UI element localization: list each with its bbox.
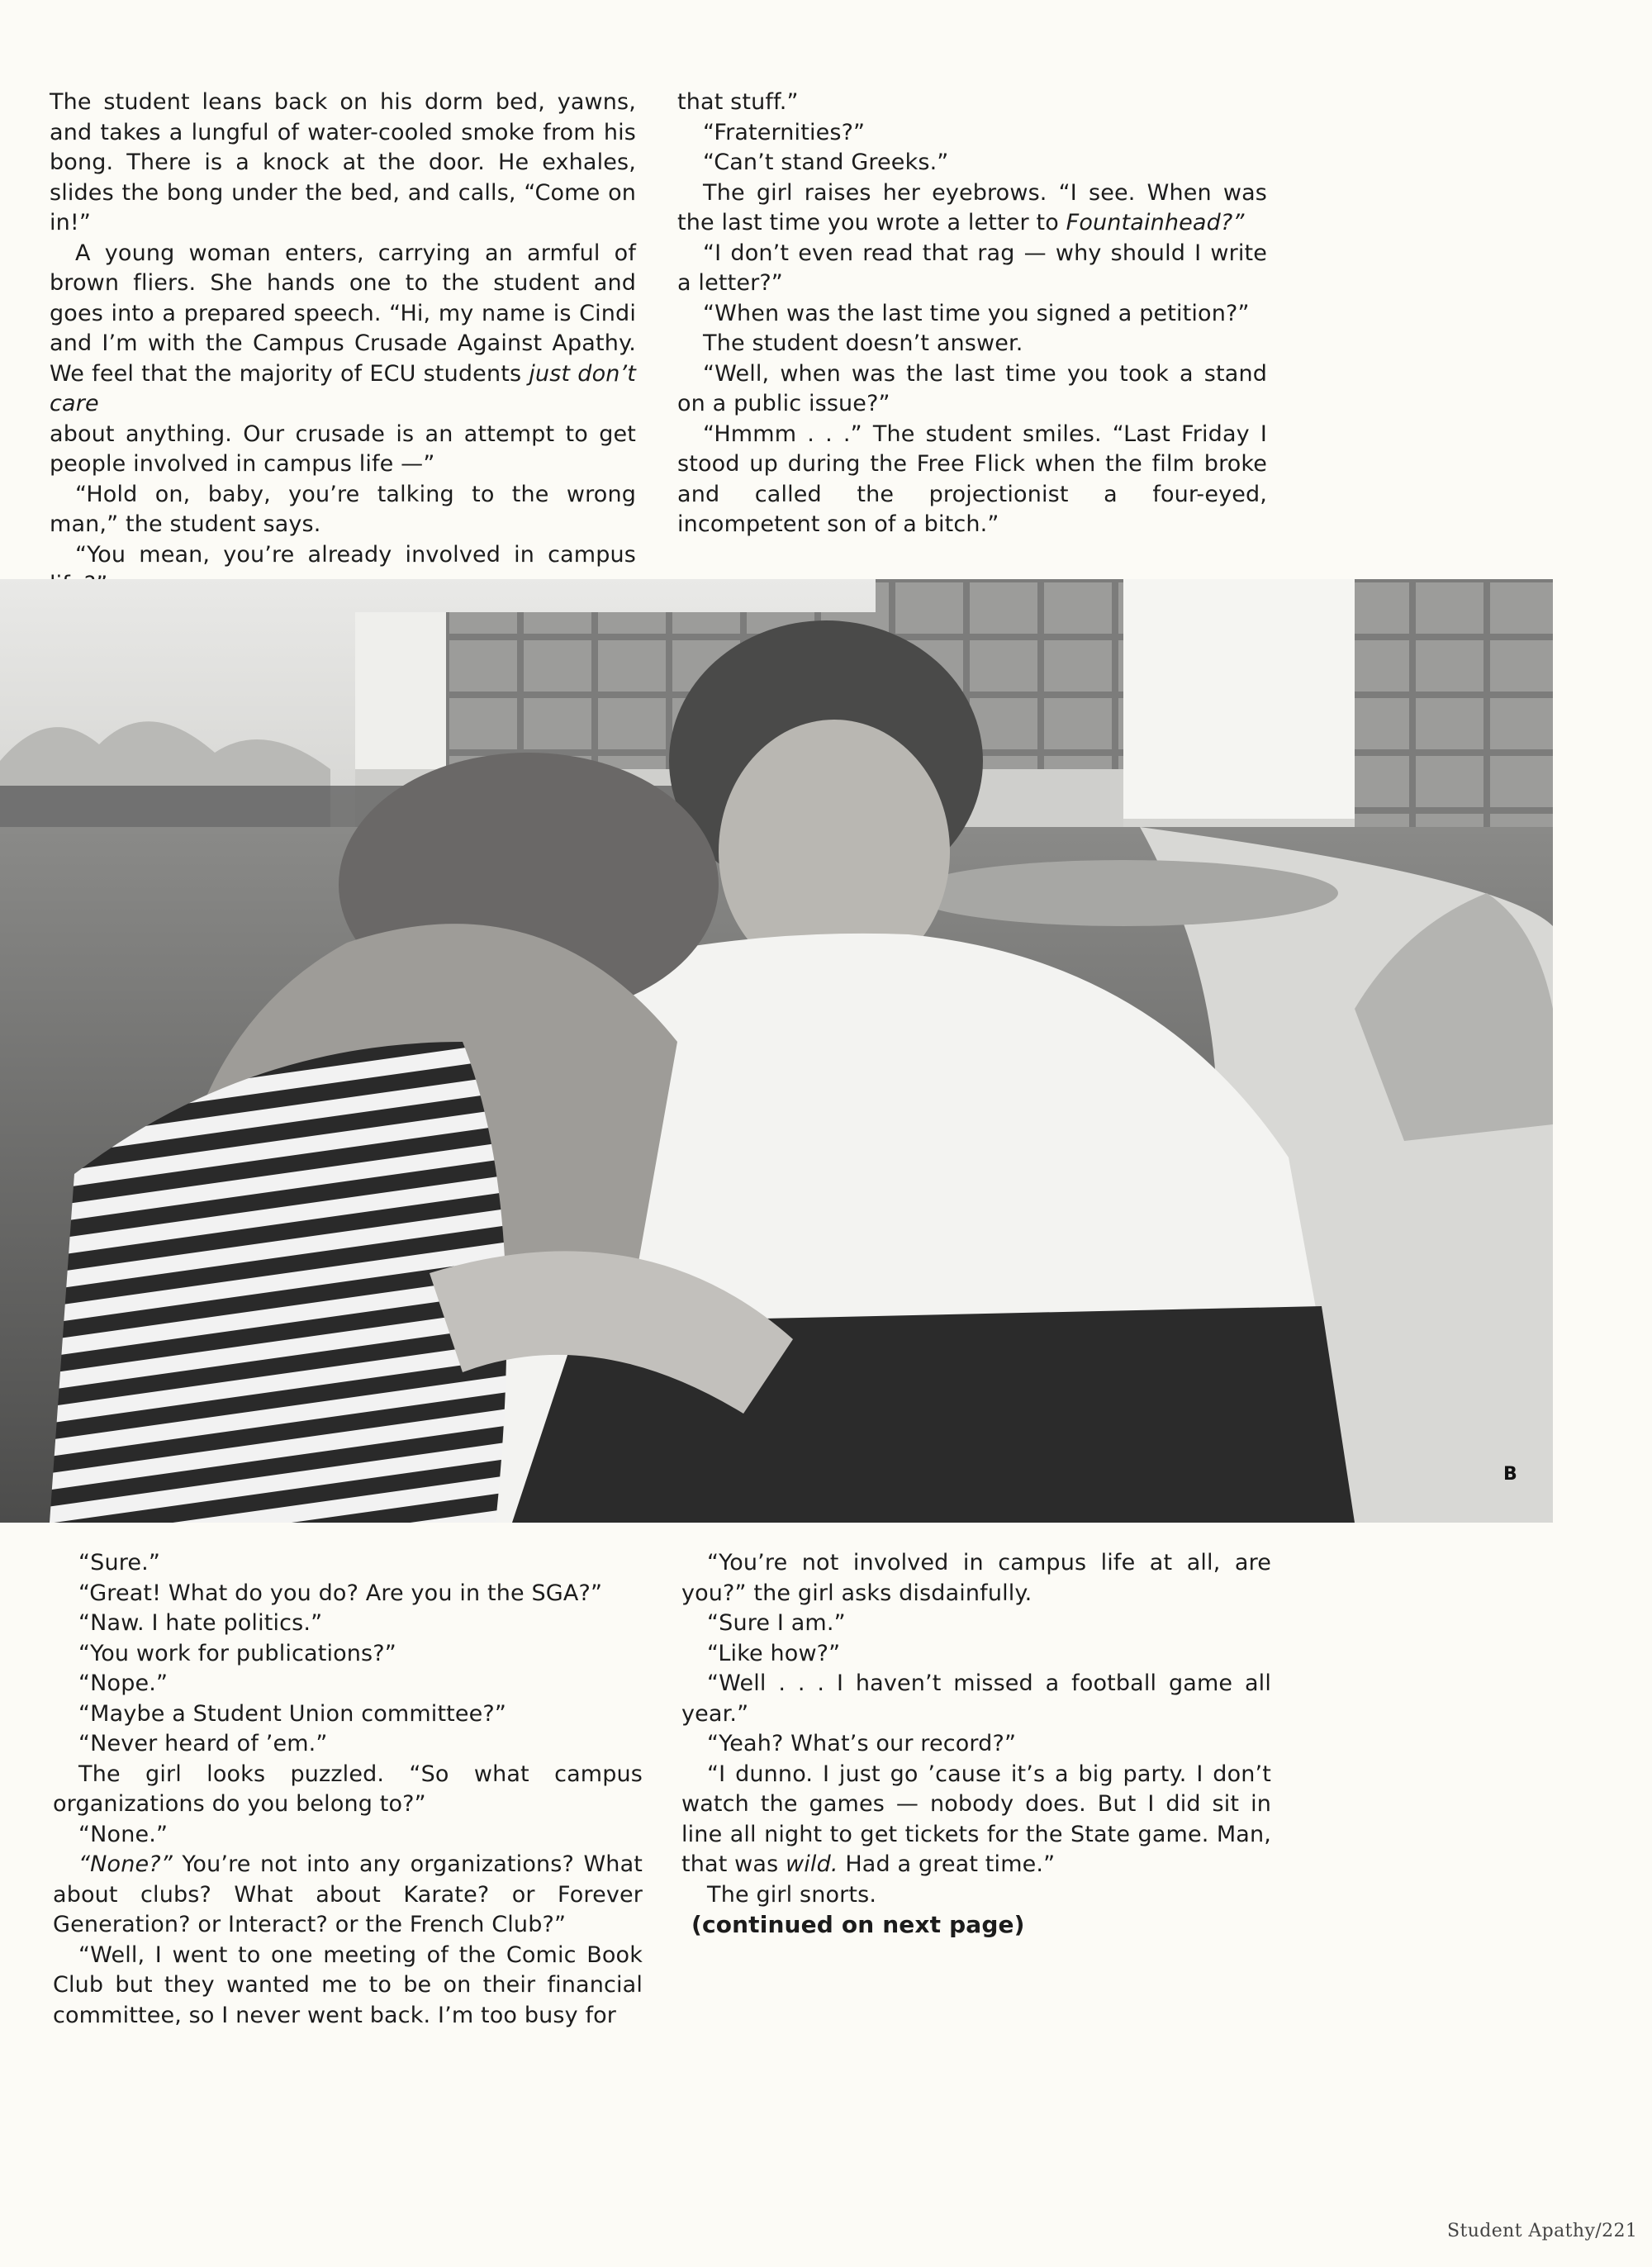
paragraph-text: “Yeah? What’s our record?” <box>707 1731 1017 1756</box>
paragraph-text: Had a great time.” <box>838 1851 1056 1877</box>
paragraph <box>53 1579 643 1609</box>
paragraph <box>681 1609 1271 1639</box>
emphasis-text: just don’t care <box>50 360 636 416</box>
paragraph <box>53 1941 643 2032</box>
emphasis-text: Fountainhead?” <box>1066 210 1245 235</box>
paragraph <box>677 420 1267 540</box>
emphasis-text: “None?” <box>78 1851 173 1877</box>
paragraph <box>53 1760 643 1820</box>
paragraph <box>677 148 1267 178</box>
paragraph-text: “Sure I am.” <box>707 1610 846 1636</box>
article-column-top-right <box>677 88 1267 540</box>
paragraph <box>53 1609 643 1639</box>
paragraph <box>53 1699 643 1730</box>
paragraph <box>681 1669 1271 1729</box>
paragraph <box>677 329 1267 359</box>
paragraph <box>681 1639 1271 1670</box>
paragraph <box>53 1820 643 1851</box>
page-folio: Student Apathy/221 <box>1447 2221 1638 2241</box>
paragraph-text: “You’re not involved in campus life at all, are you?” the girl asks disdainfully. <box>681 1550 1271 1606</box>
paragraph <box>677 88 1267 118</box>
paragraph <box>677 178 1267 239</box>
paragraph-text: The girl looks puzzled. “So what campus organizations do you belong to?” <box>53 1761 643 1817</box>
paragraph-text: “Maybe a Student Union committee?” <box>78 1700 507 1727</box>
paragraph <box>681 1548 1271 1609</box>
paragraph-text: “Fraternities?” <box>703 119 866 145</box>
paragraph-text: “Hmmm . . .” The student smiles. “Last Friday I stood up during the Free Flick when the film broke and called the projectionist a four-eyed, incompetent son of a bitch.” <box>677 421 1267 537</box>
paragraph-text: about anything. Our crusade is an attempt to get people involved in campus life —” <box>50 421 636 477</box>
paragraph <box>53 1729 643 1760</box>
article-column-top-left <box>50 88 636 601</box>
paragraph-text: “Naw. I hate politics.” <box>78 1610 323 1636</box>
paragraph <box>677 299 1267 330</box>
blankets <box>909 860 1338 926</box>
paragraph-text: You’re not into any organizations? What about clubs? What about Karate? or Forever Generation? or Interact? or the French Club?” <box>53 1851 643 1937</box>
paragraph-text: “I don’t even read that rag — why should I write a letter?” <box>677 240 1267 296</box>
building-white-wall <box>1123 579 1355 819</box>
paragraph-text: “Great! What do you do? Are you in the SGA?” <box>78 1580 603 1606</box>
paragraph <box>53 1850 643 1941</box>
paragraph-text: “I dunno. I just go ’cause it’s a big party. I don’t watch the games — nobody does. But I did sit in line all night to get tickets for the State game. Man, that was <box>681 1761 1271 1877</box>
paragraph <box>50 420 636 480</box>
paragraph-text: “Hold on, baby, you’re talking to the wrong man,” the student says. <box>50 481 636 537</box>
paragraph-text: “Nope.” <box>78 1671 169 1696</box>
paragraph <box>677 359 1267 420</box>
emphasis-text: wild. <box>786 1851 838 1877</box>
paragraph-text: “Sure.” <box>78 1550 161 1575</box>
paragraph <box>681 1729 1271 1760</box>
paragraph-text: The girl snorts. <box>707 1881 877 1908</box>
paragraph <box>681 1760 1271 1880</box>
paragraph-text: “Well, I went to one meeting of the Comic Book Club but they wanted me to be on their financial committee, so I never went back. I’m too busy for <box>53 1941 643 2028</box>
building-right <box>1355 579 1553 844</box>
photo-credit: B <box>1503 1464 1517 1485</box>
paragraph-text: “When was the last time you signed a petition?” <box>703 300 1250 326</box>
photo-illustration <box>0 579 1553 1523</box>
paragraph-text: “Can’t stand Greeks.” <box>703 150 949 175</box>
paragraph <box>677 118 1267 149</box>
article-column-bottom-right <box>681 1548 1271 1941</box>
paragraph <box>53 1548 643 1579</box>
paragraph <box>677 239 1267 299</box>
paragraph-text: “You mean, you’re already involved in campus <box>75 541 636 568</box>
paragraph-text: A young woman enters, carrying an armful of brown fliers. She hands one to the student and goes into a prepared speech. “Hi, my name is Cindi and I’m with the Campus Crusade Against Apathy. We feel that the majority of ECU students <box>50 240 636 387</box>
paragraph-text: “Never heard of ’em.” <box>78 1731 328 1756</box>
paragraph-text: The student leans back on his dorm bed, yawns, and takes a lungful of water-cooled smoke from his bong. There is a knock at the door. He exhales, slides the bong under the bed, and calls, “Come on in!” <box>50 89 636 235</box>
continued-note: (continued on next page) <box>691 1911 1025 1938</box>
paragraph-text: “Well, when was the last time you took a stand on a public issue?” <box>677 360 1267 416</box>
photograph-students-on-lawn <box>0 579 1553 1523</box>
paragraph <box>50 88 636 239</box>
paragraph-text: that stuff.” <box>677 89 799 115</box>
paragraph <box>53 1669 643 1699</box>
paragraph <box>50 239 636 420</box>
paragraph <box>681 1880 1271 1911</box>
article-column-bottom-left <box>53 1548 643 2031</box>
paragraph-text: The student doesn’t answer. <box>703 330 1023 356</box>
paragraph <box>53 1639 643 1670</box>
paragraph-text: “Like how?” <box>707 1640 841 1666</box>
paragraph-text: The girl raises her eyebrows. “I see. When was the last time you wrote a letter to <box>677 179 1267 235</box>
paragraph-text: “None.” <box>78 1821 169 1847</box>
paragraph-text: “You work for publications?” <box>78 1640 396 1666</box>
paragraph-text: “Well . . . I haven’t missed a football game all year.” <box>681 1671 1271 1727</box>
paragraph <box>50 480 636 540</box>
